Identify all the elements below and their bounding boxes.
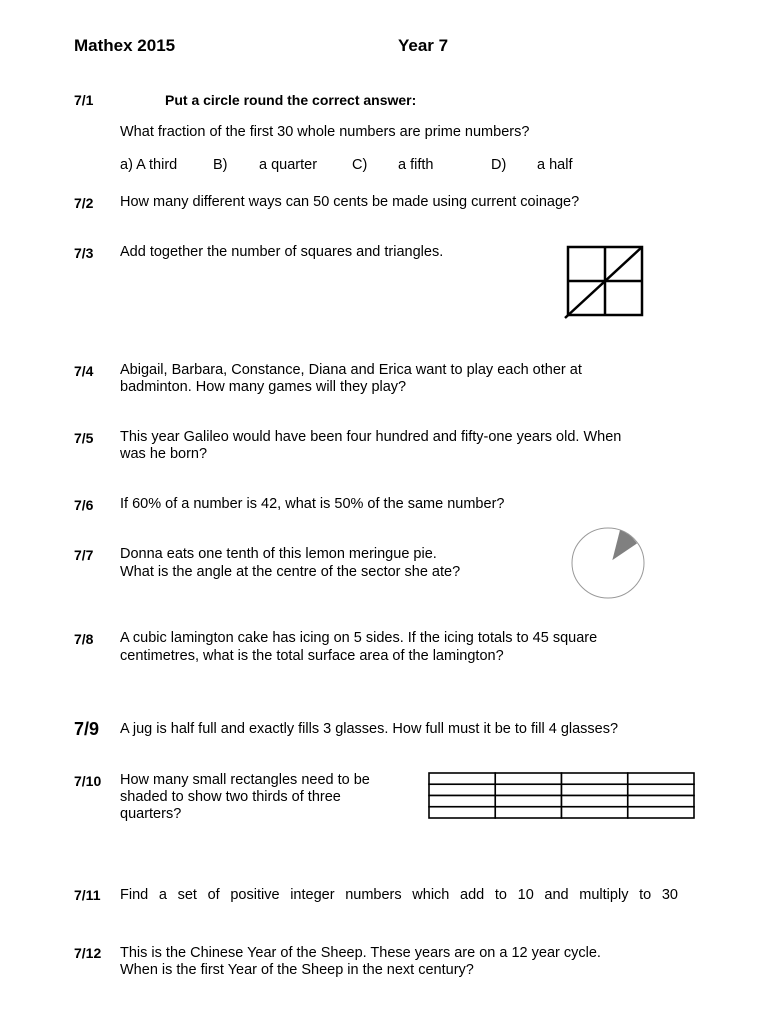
grid-cell — [495, 796, 561, 807]
grid-cell — [562, 807, 628, 818]
question-text: Add together the number of squares and triangles. — [120, 244, 444, 260]
grid-cell — [429, 796, 495, 807]
option-d-letter[interactable]: D) — [491, 157, 507, 173]
question-text-line2: shaded to show two thirds of three — [120, 789, 341, 805]
question-number: 7/10 — [74, 773, 102, 789]
option-a[interactable]: a) A third — [120, 157, 178, 173]
question-text-line1: Donna eats one tenth of this lemon meringue pie. — [120, 546, 437, 562]
question-text-line2: centimetres, what is the total surface area of the lamington? — [120, 648, 504, 664]
option-b-letter[interactable]: B) — [213, 157, 228, 173]
question-text-line2: badminton. How many games will they play? — [120, 379, 407, 395]
question-number: 7/11 — [74, 887, 101, 903]
grid-cell — [628, 773, 694, 784]
question-text: A jug is half full and exactly fills 3 glasses. How full must it be to fill 4 glasses? — [120, 721, 619, 737]
question-number: 7/4 — [74, 363, 94, 379]
year-label: Year 7 — [398, 36, 449, 55]
question-text-line1: A cubic lamington cake has icing on 5 sides. If the icing totals to 45 square — [120, 630, 598, 646]
grid-cell — [495, 784, 561, 795]
question-number: 7/9 — [74, 719, 100, 739]
question-text-line1: How many small rectangles need to be — [120, 772, 370, 788]
question-text-line2: When is the first Year of the Sheep in the next century? — [120, 962, 474, 978]
option-c-text[interactable]: a fifth — [398, 157, 434, 173]
grid-cell — [562, 773, 628, 784]
grid-cell — [562, 784, 628, 795]
question-text: If 60% of a number is 42, what is 50% of the same number? — [120, 496, 505, 512]
grid-cell — [429, 784, 495, 795]
rectangles-grid-figure — [428, 772, 696, 820]
question-text: Find a set of positive integer numbers which add to 10 and multiply to 30 — [120, 887, 678, 903]
question-text-line2: What is the angle at the centre of the sector she ate? — [120, 564, 461, 580]
question-number: 7/6 — [74, 497, 94, 513]
option-d-text[interactable]: a half — [537, 157, 573, 173]
squares-triangles-figure — [565, 245, 645, 320]
question-number: 7/5 — [74, 430, 94, 446]
pie-figure — [570, 526, 648, 600]
question-instruction: Put a circle round the correct answer: — [165, 92, 417, 108]
question-number: 7/1 — [74, 92, 94, 108]
grid-cell — [628, 784, 694, 795]
question-text-line2: was he born? — [120, 446, 208, 462]
option-c-letter[interactable]: C) — [352, 157, 368, 173]
grid-cell — [628, 796, 694, 807]
grid-cell — [429, 807, 495, 818]
pie-outline — [572, 528, 644, 598]
grid-cell — [495, 773, 561, 784]
grid-cell — [562, 796, 628, 807]
question-text-line1: This year Galileo would have been four hundred and fifty-one years old. When — [120, 429, 622, 445]
question-text: How many different ways can 50 cents be made using current coinage? — [120, 194, 580, 210]
question-number: 7/12 — [74, 945, 102, 961]
grid-cell — [495, 807, 561, 818]
question-text-line3: quarters? — [120, 806, 182, 822]
question-number: 7/2 — [74, 195, 94, 211]
grid-cell — [429, 773, 495, 784]
option-b-text[interactable]: a quarter — [259, 157, 318, 173]
question-text-line1: This is the Chinese Year of the Sheep. These years are on a 12 year cycle. — [120, 945, 601, 961]
question-number: 7/8 — [74, 631, 94, 647]
question-number: 7/7 — [74, 547, 94, 563]
page-title: Mathex 2015 — [74, 36, 176, 55]
question-text-line1: Abigail, Barbara, Constance, Diana and Erica want to play each other at — [120, 362, 582, 378]
question-text: What fraction of the first 30 whole numbers are prime numbers? — [120, 124, 530, 140]
grid-cell — [628, 807, 694, 818]
question-number: 7/3 — [74, 245, 94, 261]
